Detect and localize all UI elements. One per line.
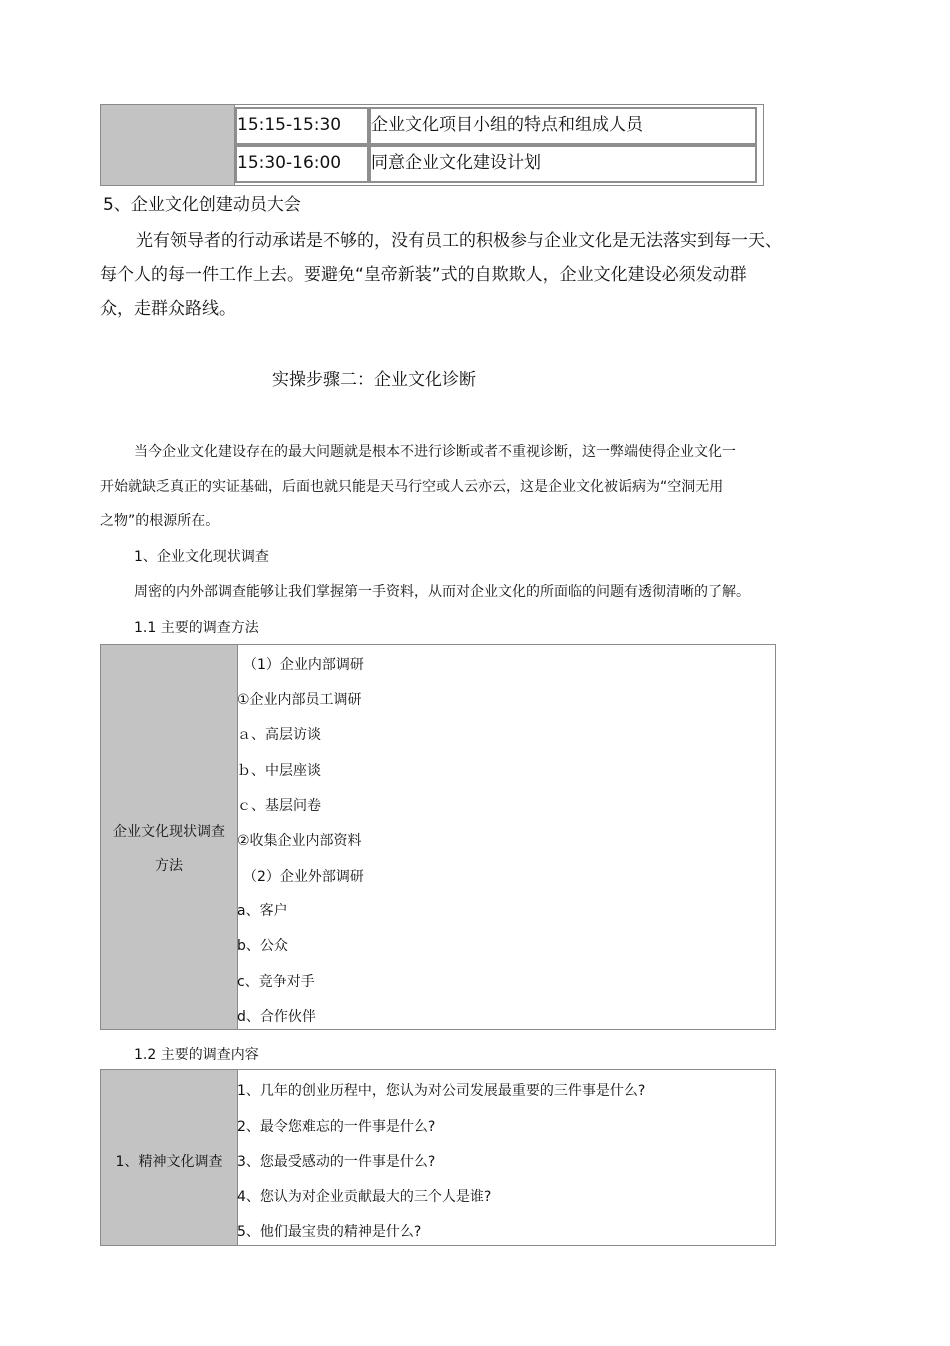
section5-line: 每个人的每一件工作上去。要避免“皇帝新装”式的自欺欺人，企业文化建设必须发动群 — [100, 265, 747, 285]
sub1-text: 周密的内外部调查能够让我们掌握第一手资料，从而对企业文化的所面临的问题有透彻清晰的了解。 — [134, 584, 750, 600]
content-label-cell — [101, 1070, 238, 1245]
schedule-time: 15:15-15:30 — [237, 115, 342, 135]
method-item: （1）企业内部调研 — [243, 657, 364, 673]
sub1-title: 1、企业文化现状调查 — [134, 549, 269, 565]
method-label-line: 企业文化现状调查 — [113, 824, 225, 840]
content-item: 1、几年的创业历程中，您认为对公司发展最重要的三件事是什么? — [237, 1083, 646, 1099]
survey-content-table — [100, 1069, 776, 1246]
method-item: ａ、高层访谈 — [237, 727, 321, 743]
method-item: ｃ、基层问卷 — [237, 798, 321, 814]
method-item: a、客户 — [237, 903, 288, 919]
method-label-cell — [101, 645, 238, 1029]
content-item: 2、最令您难忘的一件事是什么? — [237, 1119, 436, 1135]
method-item: c、竞争对手 — [237, 974, 315, 990]
intro-line: 开始就缺乏真正的实证基础，后面也就只能是天马行空或人云亦云，这是企业文化被诟病为“空洞无用 — [100, 479, 724, 495]
schedule-table — [100, 104, 764, 186]
schedule-time-cell — [235, 107, 369, 145]
section5-line: 众，走群众路线。 — [100, 299, 236, 319]
method-item: ｂ、中层座谈 — [237, 763, 321, 779]
method-label-line: 方法 — [155, 858, 183, 874]
content-label: 1、精神文化调查 — [115, 1154, 223, 1170]
intro-line: 之物”的根源所在。 — [100, 513, 220, 529]
schedule-item: 企业文化项目小组的特点和组成人员 — [371, 115, 643, 135]
method-item: ①企业内部员工调研 — [237, 692, 362, 708]
method-item: d、合作伙伴 — [237, 1009, 316, 1025]
schedule-item: 同意企业文化建设计划 — [371, 153, 541, 173]
schedule-item-cell — [369, 145, 757, 183]
schedule-time: 15:30-16:00 — [237, 153, 342, 173]
method-item: b、公众 — [237, 938, 288, 954]
survey-method-table — [100, 644, 776, 1030]
method-item: ②收集企业内部资料 — [237, 833, 362, 849]
sub1-2-title: 1.2 主要的调查内容 — [134, 1047, 259, 1063]
content-item: 4、您认为对企业贡献最大的三个人是谁? — [237, 1189, 492, 1205]
method-label — [101, 815, 237, 883]
intro-line: 当今企业文化建设存在的最大问题就是根本不进行诊断或者不重视诊断，这一弊端使得企业文化一 — [134, 444, 736, 460]
step2-heading: 实操步骤二：企业文化诊断 — [272, 370, 476, 390]
section5-line: 光有领导者的行动承诺是不够的，没有员工的积极参与企业文化是无法落实到每一天、 — [136, 231, 782, 251]
sub1-1-title: 1.1 主要的调查方法 — [134, 620, 259, 636]
method-item: （2）企业外部调研 — [243, 869, 364, 885]
schedule-item-cell — [369, 107, 757, 145]
content-item: 5、他们最宝贵的精神是什么? — [237, 1224, 422, 1240]
section5-title: 5、企业文化创建动员大会 — [103, 195, 301, 215]
content-item: 3、您最受感动的一件事是什么? — [237, 1154, 436, 1170]
schedule-label-cell — [101, 105, 235, 185]
schedule-time-cell — [235, 145, 369, 183]
